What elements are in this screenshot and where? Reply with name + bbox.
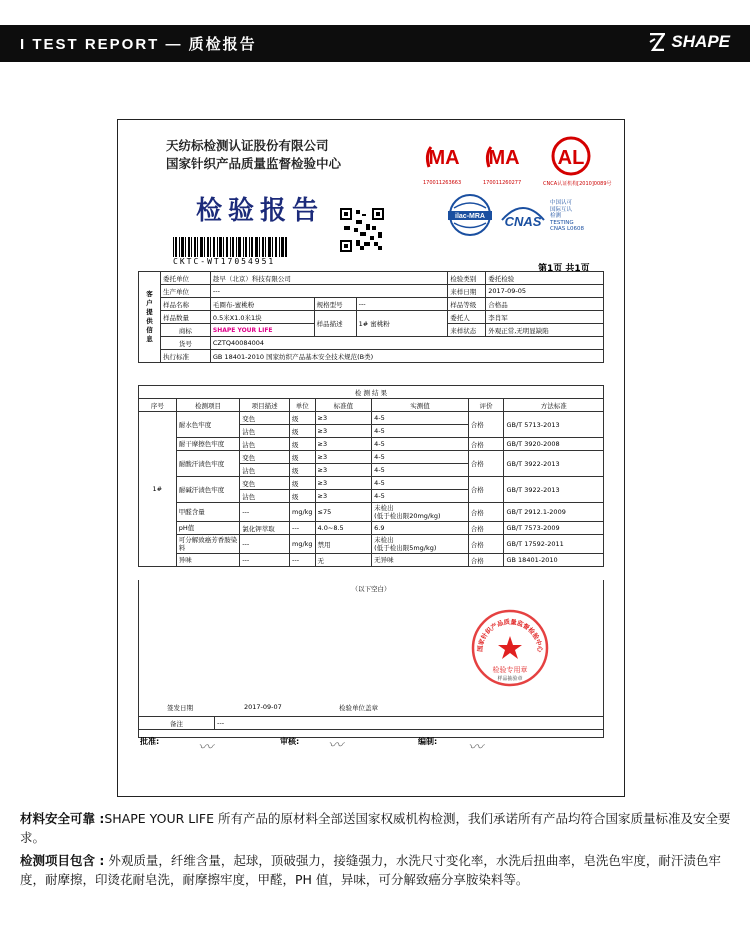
cnas-line: 国际互认 [550, 206, 573, 213]
review-label: 审核: [280, 737, 300, 746]
approve-label: 批准: [140, 737, 160, 746]
results-table [138, 385, 604, 567]
state-label: 来样状态 [448, 324, 486, 337]
grade-label: 样品等级 [448, 298, 486, 311]
cnas-line: TESTING [550, 219, 574, 226]
table-cell: 4-5 [372, 451, 469, 464]
std-value: GB 18401-2010 国家纺织产品基本安全技术规范(B类) [210, 350, 603, 363]
seal-label: 检验单位盖章 [339, 704, 378, 712]
col-header: 序号 [139, 399, 177, 412]
table-cell: 沾色 [240, 425, 290, 438]
table-cell: 沾色 [240, 438, 290, 451]
brand-logo-cell [210, 324, 314, 337]
table-cell: 可分解致癌芳香胺染料 [176, 535, 240, 554]
footer-paragraph-2 [20, 851, 732, 889]
test-report-document [117, 119, 625, 797]
table-cell: 变色 [240, 477, 290, 490]
page-title: I TEST REPORT — 质检报告 [20, 36, 257, 53]
table-cell: 沾色 [240, 490, 290, 503]
table-cell: --- [240, 503, 290, 522]
table-cell: 耐酸汗渍色牢度 [176, 451, 240, 477]
std-label: 执行标准 [160, 350, 210, 363]
table-row [139, 554, 604, 567]
table-cell: 未检出 (低于检出限5mg/kg) [372, 535, 469, 554]
table-cell: 4-5 [372, 425, 469, 438]
footer-text-2: 外观质量，纤维含量，起球，顶破强力，接缝强力，水洗尺寸变化率，水洗后扭曲率，皂洗色牢度，耐汗渍色牢度，耐摩擦，印烫花耐皂洗，耐摩擦牢度，甲醛，PH 值，异味，可分解致癌分享胺染料等。 [20, 853, 721, 887]
table-cell: 甲醛含量 [176, 503, 240, 522]
sample-label: 样品名称 [160, 298, 210, 311]
table-cell: 4.0~8.5 [315, 522, 372, 535]
table-cell: GB 18401-2010 [504, 554, 604, 567]
table-row [139, 438, 604, 451]
header-bar [0, 25, 750, 62]
cnas-line: 中国认可 [550, 200, 573, 206]
col-header: 项目描述 [240, 399, 290, 412]
table-cell: ≥3 [315, 412, 372, 425]
stamp-sub-text: 样品抽验章 [497, 676, 523, 682]
page-number: 第1页 共1页 [538, 264, 590, 274]
cnas-line: CNAS L0608 [550, 226, 585, 232]
table-cell: 合格 [468, 503, 504, 522]
table-cell: 级 [290, 438, 316, 451]
table-cell: GB/T 2912.1-2009 [504, 503, 604, 522]
cma-seal-number-2: 170011260277 [483, 180, 522, 186]
table-cell: 合格 [468, 554, 504, 567]
sign-date-value: 2017-09-07 [244, 703, 282, 711]
center-name: 国家针织产品质量监督检验中心 [166, 156, 342, 171]
sample-value: 毛圈布-蜜桃粉 [210, 298, 314, 311]
producer-label: 生产单位 [160, 285, 210, 298]
agent-value: 李肖军 [486, 311, 604, 324]
table-cell: 无异味 [372, 554, 469, 567]
desc-label: 样品描述 [314, 311, 356, 337]
table-row [139, 451, 604, 464]
footer-heading-2: 检测项目包含 : [20, 853, 105, 868]
table-cell: --- [290, 554, 316, 567]
table-cell: 级 [290, 425, 316, 438]
table-cell: GB/T 3920-2008 [504, 438, 604, 451]
table-cell: 级 [290, 412, 316, 425]
col-header: 标准值 [315, 399, 372, 412]
table-cell: GB/T 5713-2013 [504, 412, 604, 438]
state-value: 外观正常,无明显缺陷 [486, 324, 604, 337]
cal-seal-number: CNCA认证机构[2010]0089号 [543, 181, 612, 187]
table-cell: GB/T 3922-2013 [504, 477, 604, 503]
table-cell: --- [240, 535, 290, 554]
remark-label: 备注 [139, 717, 215, 730]
spec-label: 规格型号 [314, 298, 356, 311]
company-name: 天纺标检测认证股份有限公司 [166, 138, 329, 153]
table-row [139, 503, 604, 522]
table-cell: ≥3 [315, 464, 372, 477]
cma-seal-number-1: 170011263663 [423, 180, 462, 186]
table-cell: ≥3 [315, 490, 372, 503]
svg-text:CNAS: CNAS [504, 214, 542, 229]
footer-heading-1: 材料安全可靠 : [20, 811, 105, 826]
barcode-number: CKTC-WT17054951 [173, 257, 276, 266]
cnas-logo-icon [498, 200, 548, 234]
edit-signature: 〰 [468, 738, 484, 756]
svg-text:ilac-MRA: ilac-MRA [455, 213, 485, 220]
svg-text:AL: AL [557, 147, 585, 169]
col-header: 实测值 [372, 399, 469, 412]
table-cell: 4-5 [372, 464, 469, 477]
cnas-line: 检测 [550, 213, 562, 219]
table-cell: 变色 [240, 451, 290, 464]
col-header: 评价 [468, 399, 504, 412]
cma-seal-icon-2 [483, 142, 525, 172]
brand-label: 商标 [160, 324, 210, 337]
svg-text:MA: MA [488, 147, 520, 169]
table-cell: 禁用 [315, 535, 372, 554]
table-cell: 6.9 [372, 522, 469, 535]
col-header: 检测项目 [176, 399, 240, 412]
stamp-bottom-text: 检验专用章 [492, 666, 528, 674]
goods-no-value: CZTQ40084004 [210, 337, 603, 350]
table-cell: 沾色 [240, 464, 290, 477]
table-cell: 无 [315, 554, 372, 567]
table-cell: ≥3 [315, 451, 372, 464]
table-cell: 耐碱汗渍色牢度 [176, 477, 240, 503]
svg-text:MA: MA [428, 147, 460, 169]
stamp-arc-text: 国家针织产品质量监督检验中心 [476, 618, 544, 653]
table-cell: 4-5 [372, 477, 469, 490]
edit-label: 编制: [418, 737, 438, 746]
insp-type-value: 委托检验 [486, 272, 604, 285]
table-cell: 合格 [468, 438, 504, 451]
shape-your-life-logo: SHAPE YOUR LIFE [212, 327, 273, 334]
col-header: 单位 [290, 399, 316, 412]
review-signature: 〰 [328, 736, 344, 754]
remark-value: --- [215, 717, 604, 730]
table-cell: 耐干摩擦色牢度 [176, 438, 240, 451]
ilac-mra-logo-icon [446, 192, 494, 238]
table-cell: 异味 [176, 554, 240, 567]
approve-signature: 〰 [198, 738, 214, 756]
table-cell: mg/kg [290, 503, 316, 522]
table-cell: 级 [290, 477, 316, 490]
desc-value: 1# 蜜桃粉 [356, 311, 448, 337]
table-cell: 合格 [468, 535, 504, 554]
table-cell: 级 [290, 451, 316, 464]
client-value: 趁早（北京）科技有限公司 [210, 272, 447, 285]
client-side-label: 客户提供信息 [139, 272, 161, 363]
cnas-text [550, 200, 610, 233]
cma-seal-icon [423, 142, 465, 172]
table-cell: 耐水色牢度 [176, 412, 240, 438]
qty-label: 样品数量 [160, 311, 210, 324]
blank-note: （以下空白） [351, 585, 391, 593]
footer-text-1: SHAPE YOUR LIFE 所有产品的原材料全部送国家权威机构检测，我们承诺所有产品均符合国家质量标准及安全要求。 [20, 811, 731, 845]
table-cell: 合格 [468, 451, 504, 477]
table-row [139, 477, 604, 490]
client-info-table [138, 271, 604, 363]
goods-no-label: 货号 [160, 337, 210, 350]
insp-type-label: 检验类别 [448, 272, 486, 285]
qty-value: 0.5米X1.0米1块 [210, 311, 314, 324]
table-cell: ≤75 [315, 503, 372, 522]
table-cell: 合格 [468, 477, 504, 503]
remark-table [138, 716, 604, 730]
table-cell: 合格 [468, 412, 504, 438]
brand-logo [649, 32, 730, 52]
table-cell: 级 [290, 464, 316, 477]
table-cell: 4-5 [372, 438, 469, 451]
table-cell: 4-5 [372, 412, 469, 425]
sample-number: 1# [139, 412, 177, 567]
cal-seal-icon [550, 134, 592, 178]
shape-logo-icon [649, 33, 665, 51]
table-cell: mg/kg [290, 535, 316, 554]
table-cell: ≥3 [315, 477, 372, 490]
table-cell: --- [290, 522, 316, 535]
report-title: 检验报告 [196, 196, 325, 226]
table-cell: 级 [290, 490, 316, 503]
client-label: 委托单位 [160, 272, 210, 285]
table-cell: ≥3 [315, 438, 372, 451]
footer-paragraph-1 [20, 809, 732, 847]
table-cell: 氯化钾萃取 [240, 522, 290, 535]
official-stamp-icon [470, 608, 550, 688]
spec-value: --- [356, 298, 448, 311]
table-cell: 4-5 [372, 490, 469, 503]
producer-value: --- [210, 285, 447, 298]
table-cell: 合格 [468, 522, 504, 535]
table-cell: --- [240, 554, 290, 567]
col-header: 方法标准 [504, 399, 604, 412]
table-cell: pH值 [176, 522, 240, 535]
brand-name: SHAPE [671, 32, 730, 51]
table-row [139, 535, 604, 554]
table-cell: 变色 [240, 412, 290, 425]
agent-label: 委托人 [448, 311, 486, 324]
results-title: 检 测 结 果 [139, 386, 604, 399]
table-cell: GB/T 3922-2013 [504, 451, 604, 477]
grade-value: 合格品 [486, 298, 604, 311]
qr-code-icon [340, 208, 384, 252]
barcode-icon [173, 237, 287, 257]
table-cell: GB/T 7573-2009 [504, 522, 604, 535]
table-row [139, 412, 604, 425]
date-in-label: 来样日期 [448, 285, 486, 298]
table-cell: ≥3 [315, 425, 372, 438]
sign-date-label: 签发日期 [167, 704, 193, 712]
table-row [139, 522, 604, 535]
table-cell: 未检出 (低于检出限20mg/kg) [372, 503, 469, 522]
table-cell: GB/T 17592-2011 [504, 535, 604, 554]
date-in-value: 2017-09-05 [486, 285, 604, 298]
